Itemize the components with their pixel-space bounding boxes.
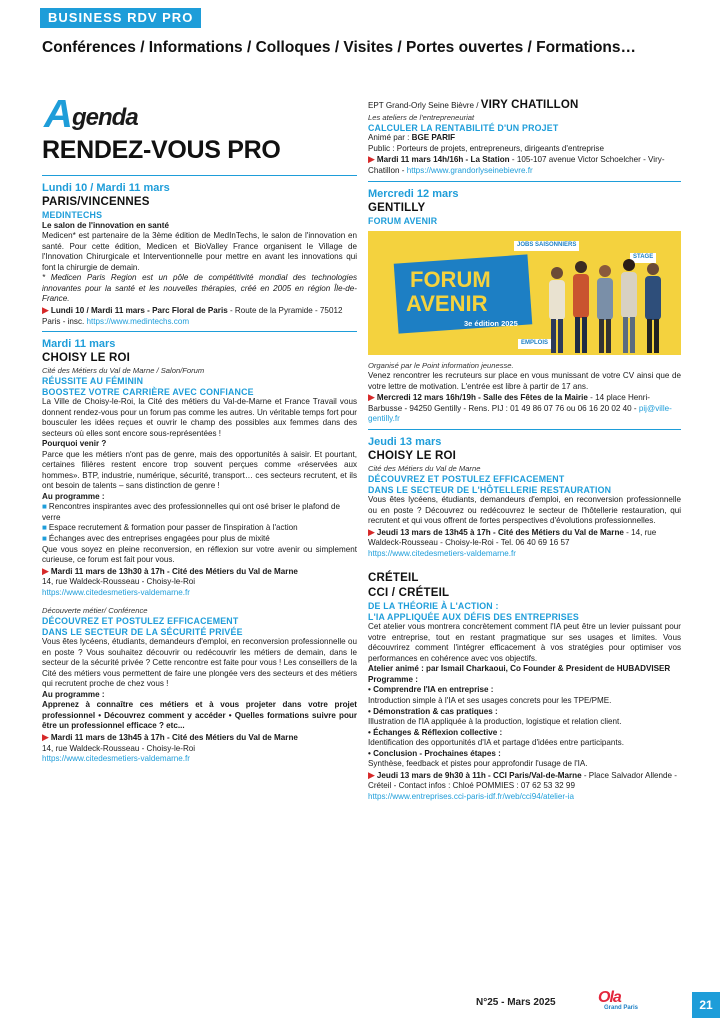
- event-date: Mardi 11 mars: [42, 338, 116, 351]
- program-item-title: • Échanges & Réflexion collective :: [368, 727, 503, 737]
- event-forum-avenir: [368, 187, 681, 425]
- event-reussite-feminin: [42, 337, 357, 598]
- poster-title-line2: AVENIR: [406, 291, 488, 317]
- event-link[interactable]: https://www.citedesmetiers-valdemarne.fr: [42, 754, 190, 764]
- program-item-body: Illustration de l'IA appliquée à la production, logistique et relation client.: [368, 717, 622, 727]
- forum-avenir-poster: [368, 231, 681, 355]
- poster-sign: EMPLOIS: [518, 339, 551, 349]
- divider: [368, 429, 681, 430]
- event-date: Jeudi 13 mars: [368, 435, 442, 448]
- event-address: 14, rue Waldeck-Rousseau - Choisy-le-Roi: [42, 743, 196, 753]
- event-when: ▶ Mardi 11 mars de 13h30 à 17h - Cité des Métiers du Val de Marne: [42, 565, 298, 576]
- event-tag: CALCULER LA RENTABILITÉ D'UN PROJET: [368, 122, 559, 133]
- event-medintechs: [42, 181, 357, 327]
- people-illustration: [543, 243, 673, 355]
- event-org: Découverte métier/ Conférence: [42, 606, 148, 616]
- agenda-logo-initial: A: [44, 100, 73, 136]
- event-public: Public : Porteurs de projets, entrepreneurs, dirigeants d'entreprise: [368, 143, 604, 153]
- event-body: Medicen* est partenaire de la 3ème édition de MedInTechs, le salon de l'innovation en santé. Pour cette édition, Medicen et BioValley France organisent le Village de l'Innovation Chirurgicale et Interventionnelle pour mettre en avant les innovations qui font la chirurgie de demain.: [42, 231, 357, 272]
- square-bullet-icon: ■: [42, 534, 47, 543]
- event-date: Lundi 10 / Mardi 11 mars: [42, 182, 170, 194]
- event-email-link[interactable]: pij@ville-gentilly.fr: [368, 403, 672, 424]
- event-body: Vous êtes lycéens, étudiants, demandeurs d'emploi, en reconversion professionnelle ou en poste ? Vous souhaitez découvrir ou redécouvrir les métiers de demain, dans le secteur de la sécurité privée ? Cette rencontre est faite pour vous ! Les conseillers de la Cité des métiers vous permettent de faire une plongée vers des secteurs et des métiers qui recrutent proche de chez vous !: [42, 637, 357, 689]
- event-securite-privee: [42, 606, 357, 764]
- section-band: BUSINESS RDV PRO: [40, 8, 201, 28]
- arrow-right-icon: ▶: [368, 769, 375, 780]
- event-when: ▶ Mardi 11 mars de 13h45 à 17h - Cité des Métiers du Val de Marne: [42, 731, 298, 742]
- event-link[interactable]: https://www.medintechs.com: [86, 316, 190, 326]
- right-column: [368, 98, 681, 998]
- magazine-logo-sub: Grand Paris: [604, 1005, 639, 1011]
- event-date: Mercredi 12 mars: [368, 187, 459, 200]
- event-city: VIRY CHATILLON: [480, 99, 579, 111]
- program-item-title: • Conclusion - Prochaines étapes :: [368, 748, 501, 758]
- event-body: Parce que les métiers n'ont pas de genre, mais des opportunités à saisir. Et pourtant, certaines filières restent encore trop souvent perçues comme «réservées aux hommes». BTP, industrie, numérique, sécurité, transport… ces secteurs recrutent, et ils ont besoin de talents – sans distinction de genre !: [42, 449, 357, 491]
- poster-sign: STAGE: [630, 253, 656, 263]
- event-tag: DANS LE SECTEUR DE L'HÔTELLERIE RESTAURATION: [368, 484, 612, 495]
- event-city: GENTILLY: [368, 201, 426, 214]
- poster-edition: 3e édition 2025: [464, 319, 518, 329]
- event-host: Animé par : BGE PARIF: [368, 133, 456, 143]
- event-city: PARIS/VINCENNES: [42, 196, 150, 209]
- left-column: [42, 100, 357, 980]
- event-subheading: Au programme :: [42, 689, 105, 699]
- event-tag: BOOSTEZ VOTRE CARRIÈRE AVEC CONFIANCE: [42, 386, 254, 397]
- arrow-right-icon: ▶: [368, 526, 375, 537]
- event-subheading: Au programme :: [42, 491, 105, 501]
- event-body: Apprenez à connaître ces métiers et à vous projeter dans votre projet professionnel • Découvrez comment y accéder • Quelles formations suivre pour être un professionnel efficace ? etc...: [42, 700, 357, 731]
- square-bullet-icon: ■: [42, 523, 47, 533]
- issue-number: N°25 - Mars 2025: [476, 997, 556, 1008]
- event-link[interactable]: https://www.entreprises.cci-paris-idf.fr/web/cci94/atelier-ia: [368, 791, 575, 801]
- event-tag: DANS LE SECTEUR DE LA SÉCURITÉ PRIVÉE: [42, 626, 243, 637]
- arrow-right-icon: ▶: [368, 154, 375, 165]
- arrow-right-icon: ▶: [368, 392, 375, 403]
- event-address: 14, rue Waldeck-Rousseau - Choisy-le-Roi: [42, 577, 196, 587]
- event-tag: RÉUSSITE AU FÉMININ: [42, 376, 144, 387]
- agenda-logo-word: genda: [72, 104, 138, 131]
- event-when: ▶ Jeudi 13 mars de 13h45 à 17h - Cité des Métiers du Val de Marne - 14, rue Waldeck-Rousseau - Choisy-le-Roi - Tel. 06 40 69 16 57: [368, 526, 657, 548]
- section-subtitle: Conférences / Informations / Colloques / Visites / Portes ouvertes / Formations…: [42, 39, 637, 56]
- agenda-logo: [42, 100, 357, 136]
- arrow-right-icon: ▶: [42, 565, 49, 576]
- event-tag: L'IA APPLIQUÉE AUX DÉFIS DES ENTREPRISES: [368, 611, 579, 622]
- event-when: ▶ Mardi 11 mars 14h/16h - La Station - 105-107 avenue Victor Schoelcher - Viry-Chatillon - https://www.grandorlyseinebievre.fr: [368, 154, 665, 176]
- event-subcity: CCI / CRÉTEIL: [368, 587, 450, 600]
- event-org: Cité des Métiers du Val de Marne / Salon/Forum: [42, 366, 205, 376]
- event-link[interactable]: https://www.grandorlyseinebievre.fr: [406, 166, 533, 176]
- event-tag: DÉCOUVREZ ET POSTULEZ EFFICACEMENT: [368, 474, 565, 485]
- event-org: Les ateliers de l'entrepreneuriat: [368, 112, 475, 122]
- event-host: Atelier animé : par Ismail Charkaoui, Co Founder & President de HUBADVISER: [368, 664, 671, 674]
- poster-sign: JOBS SAISONNIERS: [514, 241, 579, 251]
- event-tag: MEDINTECHS: [42, 210, 103, 221]
- event-when: ▶ Mercredi 12 mars 16h/19h - Salle des Fêtes de la Mairie - 14 place Henri-Barbusse - 94250 Gentilly - Rens. PIJ : 01 49 86 07 76 ou 06 16 20 02 40 - pij@ville-gentilly.fr: [368, 392, 672, 424]
- event-org: Organisé par le Point information jeunesse.: [368, 361, 514, 371]
- event-location-line: EPT Grand-Orly Seine Bièvre / VIRY CHATILLON: [368, 99, 579, 111]
- divider: [368, 181, 681, 182]
- list-item: ■ Rencontres inspirantes avec des professionnelles qui ont osé briser le plafond de verre: [42, 502, 340, 522]
- page-title: RENDEZ-VOUS PRO: [42, 136, 281, 164]
- event-body: Que vous soyez en pleine reconversion, en réflexion sur votre avenir ou simplement curieuse, ce forum est fait pour vous.: [42, 544, 357, 565]
- arrow-right-icon: ▶: [42, 731, 49, 742]
- event-when: ▶ Jeudi 13 mars de 9h30 à 11h - CCI Paris/Val-de-Marne - Place Salvador Allende - Créteil - Contact infos : Chloé POMMIES : 07 62 53 32 99: [368, 769, 677, 791]
- event-note: * Medicen Paris Region est un pôle de compétitivité mondial des technologies innovantes pour la santé et les nouvelles thérapies, créé en 2005 en région Île-de-France.: [42, 273, 357, 304]
- event-tag: DÉCOUVREZ ET POSTULEZ EFFICACEMENT: [42, 616, 239, 627]
- program-item-title: • Comprendre l'IA en entreprise :: [368, 685, 494, 695]
- arrow-right-icon: ▶: [42, 304, 49, 315]
- divider: [42, 331, 357, 332]
- program-item-title: • Démonstration & cas pratiques :: [368, 706, 498, 716]
- event-body: Vous êtes lycéens, étudiants, demandeurs d'emploi, en reconversion professionnelle ou en poste ? Découvrez ou redécouvrez le secteur de l'hôtellerie restauration, qui recrutent et qui vous offrent de fortes perspectives d'évolutions professionnelles.: [368, 495, 681, 526]
- event-city: CRÉTEIL: [368, 572, 419, 585]
- event-body: Cet atelier vous montrera concrètement comment l'IA peut être un levier puissant pour votre entreprise, tout en restant pragmatique sur ses usages et limites. Vous découvrirez comment l'intégrer efficacement à vos stratégies pour optimiser vos performances en cohérence avec vos objectifs.: [368, 622, 681, 663]
- event-city: CHOISY LE ROI: [368, 450, 457, 463]
- magazine-logo: [598, 990, 660, 1014]
- event-link[interactable]: https://www.citedesmetiers-valdemarne.fr: [368, 548, 516, 558]
- event-subheading: Programme :: [368, 674, 418, 684]
- event-org: Cité des Métiers du Val de Marne: [368, 464, 481, 474]
- event-body: Venez rencontrer les recruteurs sur place en vous munissant de votre CV ainsi que de votre lettre de motivation. L'entrée est libre à partir de 17 ans.: [368, 371, 681, 391]
- event-body: La Ville de Choisy-le-Roi, la Cité des métiers du Val-de-Marne et France Travail vous donnent rendez-vous pour un forum pas comme les autres. Un véritable temps fort pour bousculer les idées reçues et ouvrir le champ des possibles aux femmes dans des secteurs où elles sont encore sous-représentées !: [42, 397, 357, 438]
- list-item: ■ Échanges avec des entreprises engagées pour plus de mixité: [42, 534, 270, 543]
- event-creteil-ia: [368, 571, 681, 802]
- event-tag: DE LA THÉORIE À L'ACTION :: [368, 601, 499, 612]
- event-link[interactable]: https://www.citedesmetiers-valdemarne.fr: [42, 587, 190, 597]
- event-headline: Le salon de l'innovation en santé: [42, 220, 169, 230]
- program-item-body: Identification des opportunités d'IA et partage d'idées entre participants.: [368, 738, 624, 748]
- event-tag: FORUM AVENIR: [368, 215, 438, 226]
- square-bullet-icon: ■: [42, 502, 47, 512]
- program-item-body: Introduction simple à l'IA et ses usages concrets pour les TPE/PME.: [368, 696, 612, 705]
- event-city: CHOISY LE ROI: [42, 352, 131, 365]
- event-viry-chatillon: [368, 98, 681, 177]
- magazine-logo-name: Ola: [598, 989, 621, 1006]
- poster-title-line1: FORUM: [410, 267, 491, 293]
- event-subheading: Pourquoi venir ?: [42, 439, 107, 449]
- event-hotellerie: [368, 435, 681, 559]
- page-number: 21: [692, 992, 720, 1018]
- list-item: ■ Espace recrutement & formation pour passer de l'inspiration à l'action: [42, 523, 298, 533]
- event-when: ▶ Lundi 10 / Mardi 11 mars - Parc Floral de Paris - Route de la Pyramide - 75012 Paris - insc. https://www.medintechs.com: [42, 304, 343, 326]
- program-item-body: Synthèse, feedback et pistes pour approfondir l'usage de l'IA.: [368, 759, 588, 769]
- divider: [42, 175, 357, 176]
